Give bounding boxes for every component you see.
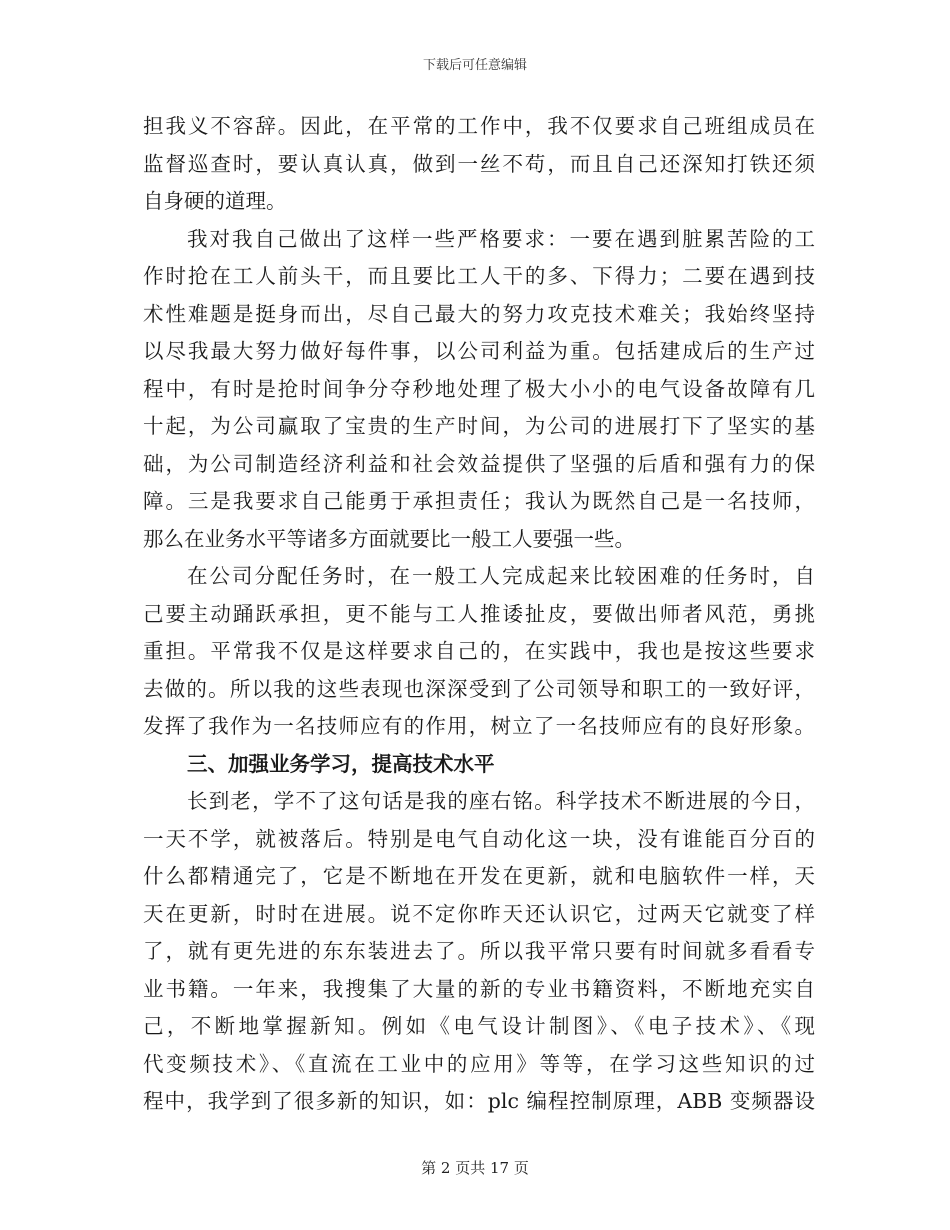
text-line: 重担。平常我不仅是这样要求自己的，在实践中，我也是按这些要求: [143, 639, 815, 663]
text-line: 十起，为公司赢取了宝贵的生产时间，为公司的进展打下了坚实的基: [143, 414, 815, 438]
text-line: 以尽我最大努力做好每件事，以公司利益为重。包括建成后的生产过: [143, 339, 815, 363]
text-line: 己要主动踊跃承担，更不能与工人推诿扯皮，要做出师者风范，勇挑: [143, 601, 815, 626]
text-line: 障。三是我要求自己能勇于承担责任；我认为既然自己是一名技师，: [143, 489, 815, 513]
paragraph-first-line: 在公司分配任务时，在一般工人完成起来比较困难的任务时，自: [187, 564, 815, 588]
text-line: 一天不学，就被落后。特别是电气自动化这一块，没有谁能百分百的: [143, 826, 815, 851]
text-line: 监督巡查时，要认真认真，做到一丝不苟，而且自己还深知打铁还须: [143, 151, 815, 176]
text-line: 代变频技术》、《直流在工业中的应用》等等，在学习这些知识的过: [143, 1051, 815, 1076]
text-line: 天在更新，时时在进展。说不定你昨天还认识它，过两天它就变了样: [143, 901, 815, 926]
text-line: 担我义不容辞。因此，在平常的工作中，我不仅要求自己班组成员在: [143, 114, 815, 138]
text-line: 那么在业务水平等诸多方面就要比一般工人要强一些。: [143, 526, 635, 551]
text-line: 作时抢在工人前头干，而且要比工人干的多、下得力；二要在遇到技: [143, 264, 815, 288]
text-line: 程中，我学到了很多新的知识，如：plc 编程控制原理，ABB 变频器设: [143, 1089, 815, 1113]
text-line: 自身硬的道理。: [143, 189, 287, 213]
text-line: 础，为公司制造经济利益和社会效益提供了坚强的后盾和强有力的保: [143, 451, 815, 476]
text-line: 业书籍。一年来，我搜集了大量的新的专业书籍资料，不断地充实自: [143, 976, 815, 1001]
document-body: [143, 108, 815, 1121]
section-heading: 三、加强业务学习，提高技术水平: [187, 751, 495, 776]
text-line: 术性难题是挺身而出，尽自己最大的努力攻克技术难关；我始终坚持: [143, 301, 815, 326]
text-line: 了，就有更先进的东东装进去了。所以我平常只要有时间就多看看专: [143, 939, 815, 963]
text-line: 己，不断地掌握新知。例如《电气设计制图》、《电子技术》、《现: [143, 1014, 815, 1038]
text-line: 程中，有时是抢时间争分夺秒地处理了极大小小的电气设备故障有几: [143, 376, 815, 401]
text-line: 什么都精通完了，它是不断地在开发在更新，就和电脑软件一样，天: [143, 864, 815, 888]
text-line: 发挥了我作为一名技师应有的作用，树立了一名技师应有的良好形象。: [143, 714, 815, 738]
paragraph-first-line: 我对我自己做出了这样一些严格要求：一要在遇到脏累苦险的工: [187, 226, 815, 251]
paragraph-first-line: 长到老，学不了这句话是我的座右铭。科学技术不断进展的今日，: [187, 789, 815, 813]
page-header: 下载后可任意编辑: [422, 58, 527, 73]
text-line: 去做的。所以我的这些表现也深深受到了公司领导和职工的一致好评，: [143, 676, 815, 701]
page-footer: 第 2 页共 17 页: [421, 1159, 529, 1177]
